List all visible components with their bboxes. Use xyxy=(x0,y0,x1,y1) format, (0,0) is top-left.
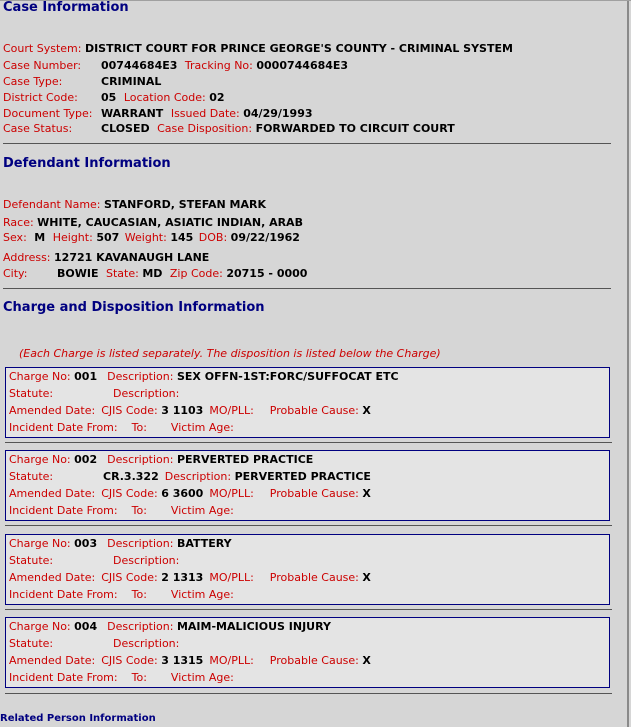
race-row xyxy=(3,216,303,229)
location-code-label: Location Code: xyxy=(123,91,206,104)
sex-label: Sex: xyxy=(3,231,27,244)
defendant-name-value: STANFORD, STEFAN MARK xyxy=(104,198,266,211)
weight-label: Weight: xyxy=(124,231,167,244)
race-value: WHITE, CAUCASIAN, ASIATIC INDIAN, ARAB xyxy=(37,216,303,229)
divider xyxy=(3,288,611,289)
sex-value: M xyxy=(34,231,46,244)
description-label: Description: xyxy=(107,453,174,466)
incident-row xyxy=(9,421,234,434)
charge-no-label: Charge No: xyxy=(9,370,71,383)
court-system-row xyxy=(3,42,513,55)
probable-cause-value: X xyxy=(362,487,371,500)
cjis-code-label: CJIS Code: xyxy=(101,487,158,500)
race-label: Race: xyxy=(3,216,34,229)
case-disposition-label: Case Disposition: xyxy=(157,122,253,135)
description-value: MAIM-MALICIOUS INJURY xyxy=(176,620,331,633)
case-type-label: Case Type: xyxy=(3,75,63,88)
charge-box xyxy=(5,450,610,521)
charge-no-value: 004 xyxy=(74,620,98,633)
charge-divider xyxy=(5,525,612,526)
dob-value: 09/22/1962 xyxy=(230,231,300,244)
related-person-link[interactable]: Related Person Information xyxy=(0,713,156,724)
court-system-label: Court System: xyxy=(3,42,82,55)
statute-row xyxy=(9,637,179,650)
weight-value: 145 xyxy=(170,231,194,244)
case-number-value: 00744684E3 xyxy=(101,59,178,72)
district-code-row xyxy=(3,91,225,104)
defendant-information-title: Defendant Information xyxy=(3,156,171,171)
probable-cause-label: Probable Cause: xyxy=(269,571,359,584)
charge-divider xyxy=(5,693,612,694)
charge-header-row xyxy=(9,620,331,633)
cjis-code-value: 3 1315 xyxy=(161,654,204,667)
defendant-name-label: Defendant Name: xyxy=(3,198,101,211)
incident-from-label: Incident Date From: xyxy=(9,504,118,517)
issued-date-value: 04/29/1993 xyxy=(243,107,313,120)
incident-to-label: To: xyxy=(131,421,147,434)
tracking-no-label: Tracking No: xyxy=(184,59,253,72)
address-label: Address: xyxy=(3,251,51,264)
charge-no-value: 001 xyxy=(74,370,98,383)
incident-to-label: To: xyxy=(131,671,147,684)
statute-row xyxy=(9,387,179,400)
charge-no-label: Charge No: xyxy=(9,453,71,466)
incident-from-label: Incident Date From: xyxy=(9,671,118,684)
case-disposition-value: FORWARDED TO CIRCUIT COURT xyxy=(255,122,455,135)
physical-row xyxy=(3,231,300,244)
mo-pll-label: MO/PLL: xyxy=(209,654,254,667)
case-status-value: CLOSED xyxy=(101,122,150,135)
location-code-value: 02 xyxy=(209,91,225,104)
charge-header-row xyxy=(9,370,399,383)
issued-date-label: Issued Date: xyxy=(170,107,240,120)
statute-row xyxy=(9,554,179,567)
codes-row xyxy=(9,571,371,584)
charge-box xyxy=(5,617,610,688)
incident-to-label: To: xyxy=(131,588,147,601)
statute-label: Statute: xyxy=(9,637,54,650)
address-row xyxy=(3,251,209,264)
statute-description-label: Description: xyxy=(113,387,180,400)
city-label: City: xyxy=(3,267,28,280)
amended-date-label: Amended Date: xyxy=(9,487,96,500)
cjis-code-label: CJIS Code: xyxy=(101,571,158,584)
district-code-label: District Code: xyxy=(3,91,78,104)
description-value: PERVERTED PRACTICE xyxy=(176,453,314,466)
cjis-code-value: 3 1103 xyxy=(161,404,204,417)
statute-label: Statute: xyxy=(9,387,54,400)
charge-no-value: 002 xyxy=(74,453,98,466)
description-value: BATTERY xyxy=(176,537,232,550)
probable-cause-value: X xyxy=(362,404,371,417)
cjis-code-label: CJIS Code: xyxy=(101,654,158,667)
charge-divider xyxy=(5,609,612,610)
case-information-title: Case Information xyxy=(3,0,129,15)
statute-description-value: PERVERTED PRACTICE xyxy=(234,470,371,483)
amended-date-label: Amended Date: xyxy=(9,571,96,584)
description-value: SEX OFFN-1ST:FORC/SUFFOCAT ETC xyxy=(176,370,399,383)
probable-cause-label: Probable Cause: xyxy=(269,654,359,667)
codes-row xyxy=(9,487,371,500)
cjis-code-label: CJIS Code: xyxy=(101,404,158,417)
victim-age-label: Victim Age: xyxy=(170,504,234,517)
incident-to-label: To: xyxy=(131,504,147,517)
district-code-value: 05 xyxy=(101,91,117,104)
court-system-value: DISTRICT COURT FOR PRINCE GEORGE'S COUNTY - CRIMINAL SYSTEM xyxy=(84,42,513,55)
amended-date-label: Amended Date: xyxy=(9,654,96,667)
zip-value: 20715 - 0000 xyxy=(226,267,308,280)
statute-description-label: Description: xyxy=(113,554,180,567)
charge-no-value: 003 xyxy=(74,537,98,550)
case-type-value: CRIMINAL xyxy=(101,75,162,88)
charge-header-row xyxy=(9,453,313,466)
description-label: Description: xyxy=(107,370,174,383)
cjis-code-value: 2 1313 xyxy=(161,571,204,584)
victim-age-label: Victim Age: xyxy=(170,671,234,684)
statute-label: Statute: xyxy=(9,554,54,567)
case-number-row xyxy=(3,59,348,72)
probable-cause-value: X xyxy=(362,571,371,584)
charge-disposition-title: Charge and Disposition Information xyxy=(3,300,265,315)
case-number-label: Case Number: xyxy=(3,59,82,72)
charge-header-row xyxy=(9,537,232,550)
mo-pll-label: MO/PLL: xyxy=(209,404,254,417)
document-type-value: WARRANT xyxy=(101,107,164,120)
charge-box xyxy=(5,367,610,438)
height-label: Height: xyxy=(52,231,93,244)
probable-cause-label: Probable Cause: xyxy=(269,404,359,417)
statute-value: CR.3.322 xyxy=(103,470,159,483)
charge-divider xyxy=(5,442,612,443)
incident-row xyxy=(9,671,234,684)
incident-from-label: Incident Date From: xyxy=(9,421,118,434)
statute-row xyxy=(9,470,371,483)
cjis-code-value: 6 3600 xyxy=(161,487,204,500)
city-value: BOWIE xyxy=(57,267,99,280)
height-value: 507 xyxy=(96,231,120,244)
probable-cause-value: X xyxy=(362,654,371,667)
state-value: MD xyxy=(142,267,163,280)
statute-description-label: Description: xyxy=(164,470,232,483)
defendant-name-row xyxy=(3,198,266,211)
statute-description-label: Description: xyxy=(113,637,180,650)
tracking-no-value: 0000744684E3 xyxy=(256,59,349,72)
incident-row xyxy=(9,588,234,601)
zip-label: Zip Code: xyxy=(169,267,223,280)
mo-pll-label: MO/PLL: xyxy=(209,571,254,584)
victim-age-label: Victim Age: xyxy=(170,588,234,601)
probable-cause-label: Probable Cause: xyxy=(269,487,359,500)
description-label: Description: xyxy=(107,620,174,633)
state-label: State: xyxy=(105,267,139,280)
codes-row xyxy=(9,404,371,417)
incident-row xyxy=(9,504,234,517)
city-row xyxy=(3,267,307,280)
charges-note: (Each Charge is listed separately. The disposition is listed below the Charge) xyxy=(19,347,441,360)
victim-age-label: Victim Age: xyxy=(170,421,234,434)
divider xyxy=(3,143,611,144)
charge-box xyxy=(5,534,610,605)
dob-label: DOB: xyxy=(198,231,228,244)
document-type-row xyxy=(3,107,313,120)
address-value: 12721 KAVANAUGH LANE xyxy=(54,251,210,264)
charge-no-label: Charge No: xyxy=(9,537,71,550)
incident-from-label: Incident Date From: xyxy=(9,588,118,601)
case-status-label: Case Status: xyxy=(3,122,73,135)
mo-pll-label: MO/PLL: xyxy=(209,487,254,500)
document-type-label: Document Type: xyxy=(3,107,93,120)
codes-row xyxy=(9,654,371,667)
case-type-row xyxy=(3,75,161,88)
amended-date-label: Amended Date: xyxy=(9,404,96,417)
statute-label: Statute: xyxy=(9,470,54,483)
description-label: Description: xyxy=(107,537,174,550)
charge-no-label: Charge No: xyxy=(9,620,71,633)
case-status-row xyxy=(3,122,455,135)
